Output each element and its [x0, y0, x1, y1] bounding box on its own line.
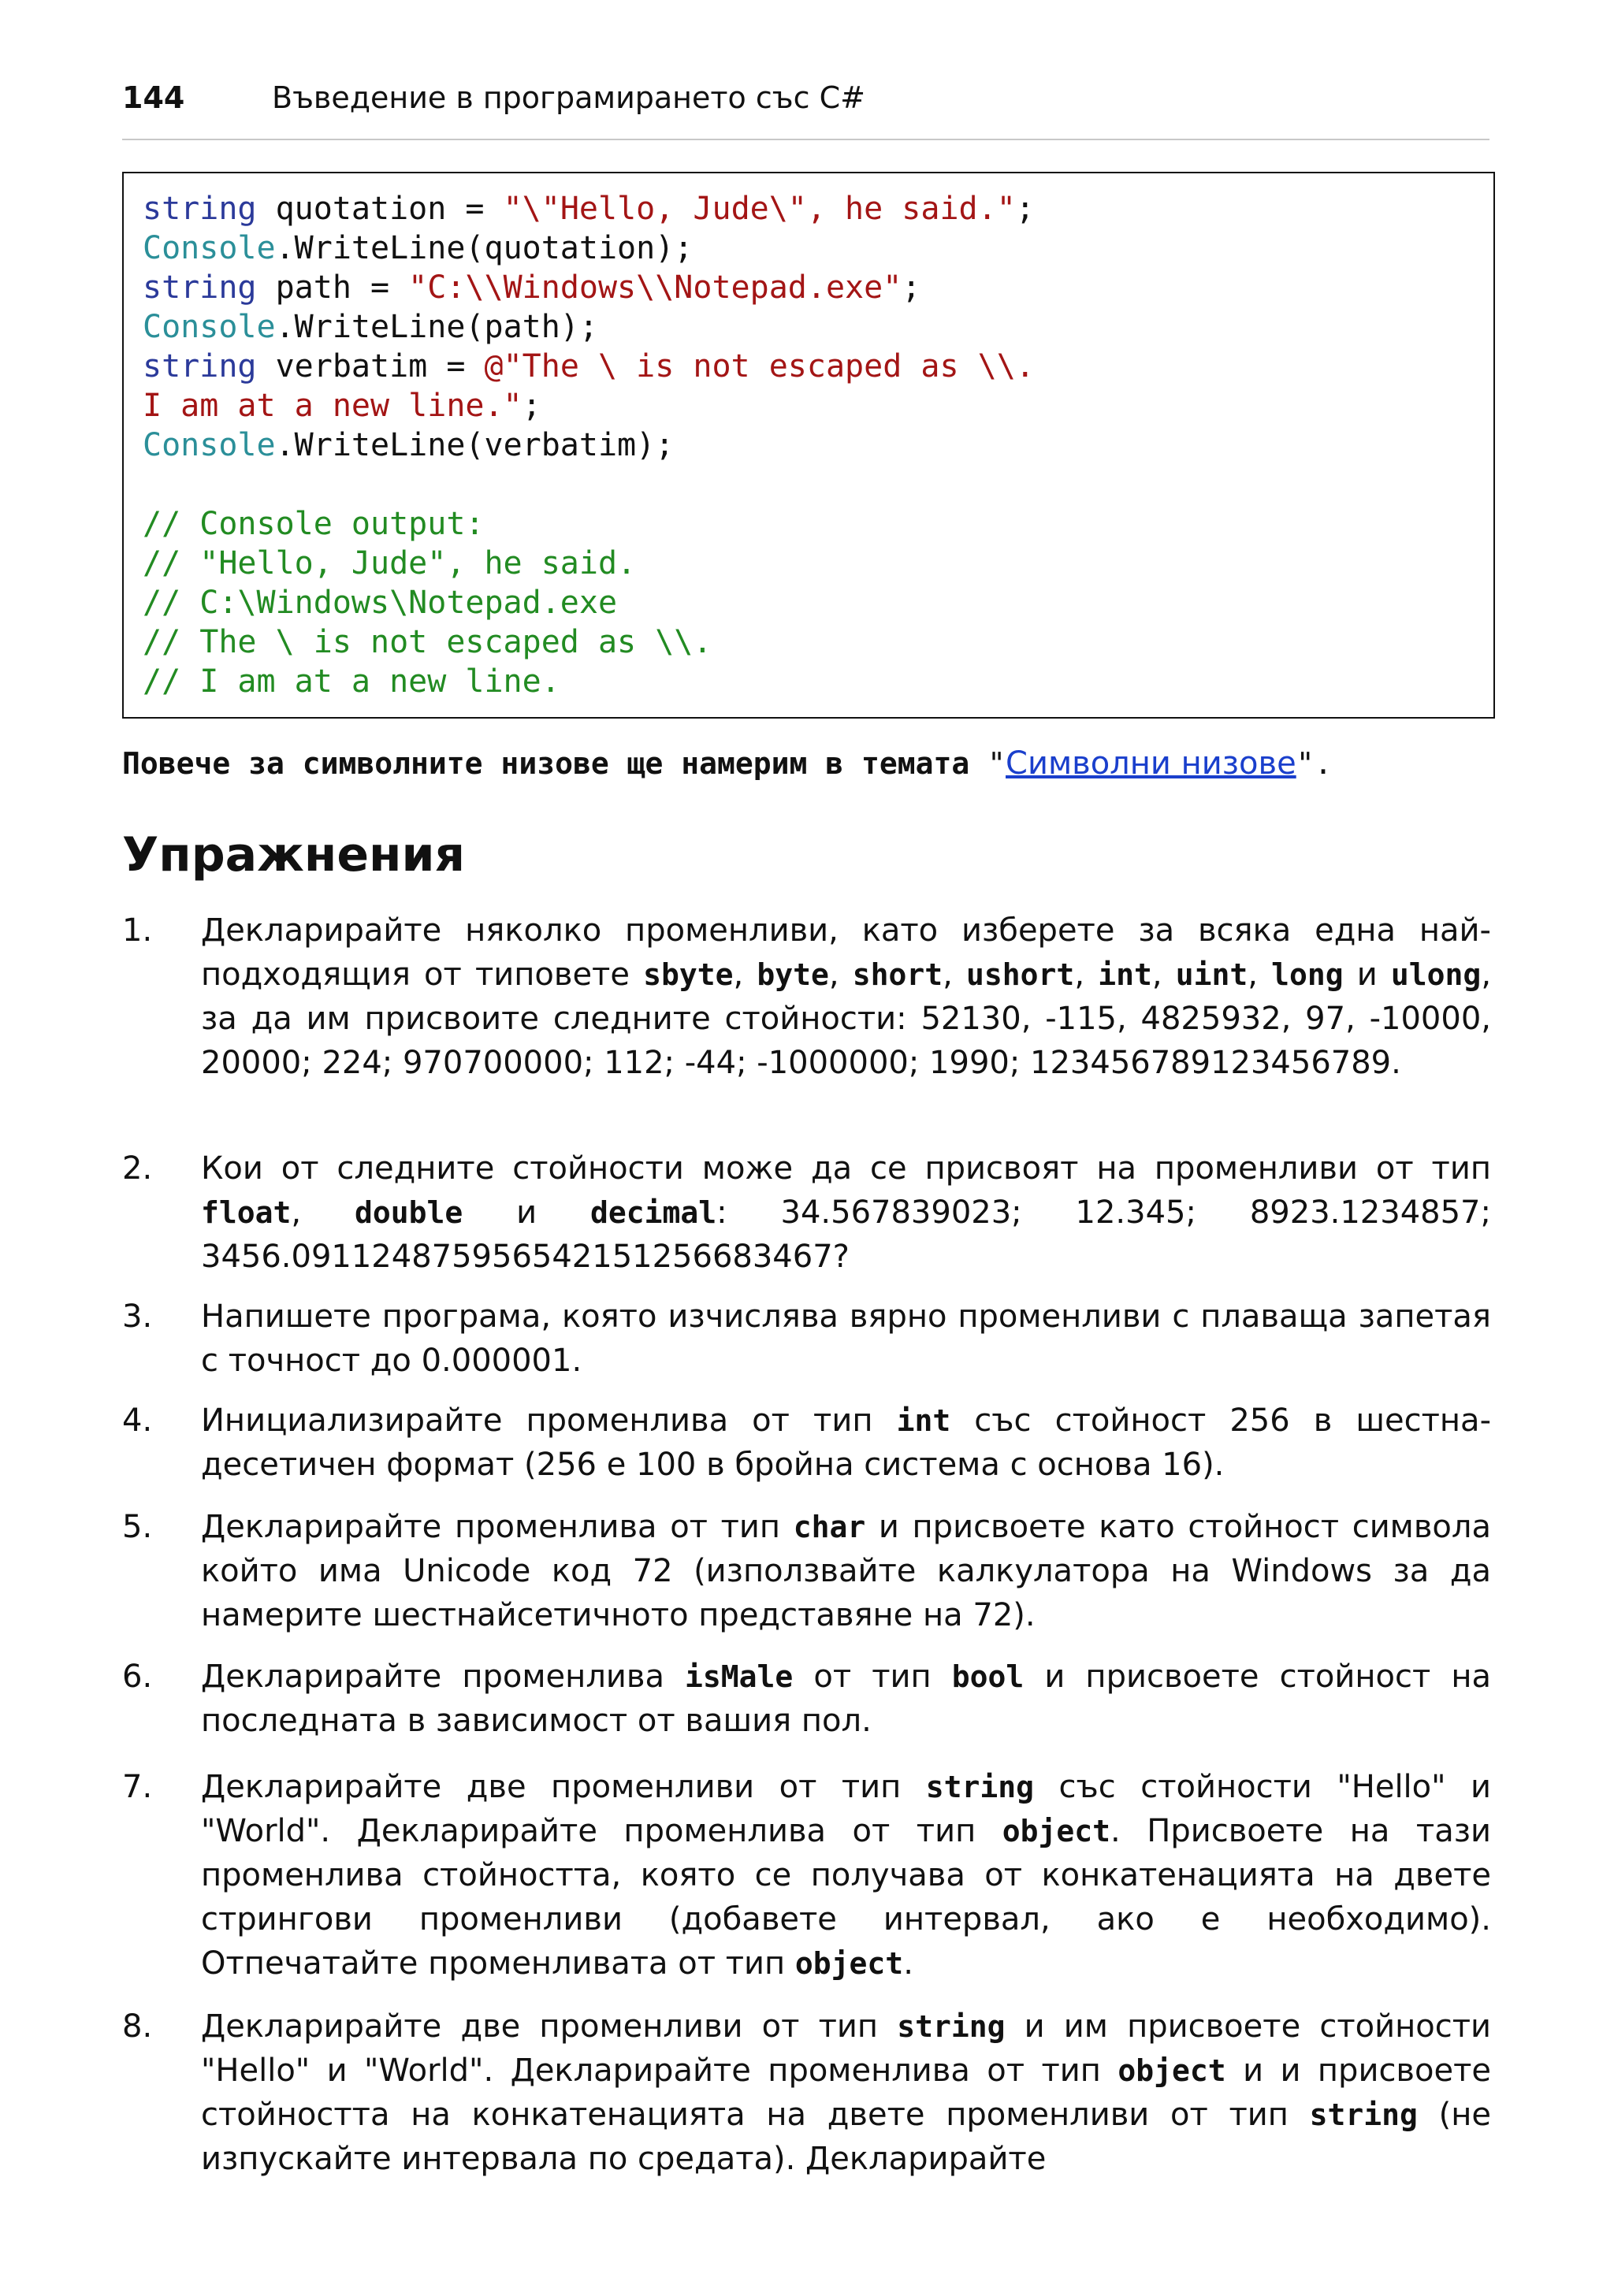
code-line	[143, 268, 920, 307]
exercise-number: 3.	[122, 1298, 153, 1335]
strings-chapter-link[interactable]: Символни низове	[1006, 745, 1296, 782]
exercise-number: 5.	[122, 1509, 153, 1545]
exercise-number: 2.	[122, 1150, 153, 1187]
code-comment: // I am at a new line.	[143, 663, 560, 700]
code-keyword: string	[143, 348, 257, 385]
code-class: Console	[143, 230, 276, 266]
code-line	[143, 386, 541, 425]
code-text: verbatim =	[256, 348, 485, 385]
code-text: .WriteLine(quotation);	[275, 230, 694, 266]
page-number: 144	[122, 80, 185, 115]
code-line	[143, 307, 598, 347]
more-info-line	[122, 745, 1489, 789]
code-comment: // "Hello, Jude", he said.	[143, 545, 637, 581]
code-text: ;	[522, 388, 541, 424]
book-title: Въведение в програмирането със C#	[272, 80, 865, 115]
code-string: I am at a new line."	[143, 388, 523, 424]
code-text: ;	[902, 269, 921, 306]
code-string: "C:\\Windows\\Notepad.exe"	[408, 269, 902, 306]
code-keyword: string	[143, 269, 257, 306]
code-class: Console	[143, 427, 276, 463]
code-line	[143, 189, 1035, 228]
exercise-number: 6.	[122, 1659, 153, 1695]
code-line	[143, 228, 693, 268]
exercise-number: 7.	[122, 1769, 153, 1805]
code-comment: // The \ is not escaped as \\.	[143, 624, 712, 660]
exercise-text: Декларирайте няколко променливи, като изберете за всяка една най-подходящия от типовете sbyte, byte, short, ushort, int, uint, long и ulong, за да им присвоите следните стойности: 52130, -115, 4825932, 97, -10000, 20000; 224; 970700000; 112; -44; -1000000; 1990; 123456789123456789.	[201, 912, 1492, 1081]
code-text: .WriteLine(path);	[275, 309, 598, 345]
code-line	[143, 347, 1035, 386]
code-listing	[122, 172, 1495, 719]
more-info-text: Повече за символните низове ще намерим в темата	[122, 746, 970, 781]
exercise-number: 1.	[122, 912, 153, 949]
code-keyword: string	[143, 191, 257, 227]
code-text: ;	[1015, 191, 1035, 227]
exercise-text: Напишете програма, която изчислява вярно променливи с плаваща запетая с точност до 0.000001.	[201, 1298, 1491, 1379]
exercise-text: Декларирайте променлива от тип char и присвоете като стойност символа който има Unicode код 72 (използвайте калкулатора на Windows за да намерите шестнайсетичното представяне на 72).	[201, 1509, 1491, 1633]
code-comment: // C:\Windows\Notepad.exe	[143, 585, 618, 621]
code-comment: // Console output:	[143, 506, 485, 542]
code-class: Console	[143, 309, 276, 345]
exercise-number: 8.	[122, 2008, 153, 2045]
page-header	[122, 80, 1489, 140]
code-string: "\"Hello, Jude\", he said."	[503, 191, 1016, 227]
code-text: .WriteLine(verbatim);	[275, 427, 675, 463]
quote-close: ".	[1296, 746, 1333, 781]
exercise-text: Инициализирайте променлива от тип int със стойност 256 в шестна-десетичен формат (256 е 100 в бройна система с основа 16).	[201, 1402, 1492, 1483]
code-text: quotation =	[256, 191, 504, 227]
exercise-number: 4.	[122, 1402, 153, 1439]
section-heading: Упражнения	[122, 827, 466, 882]
code-line	[143, 425, 674, 465]
exercise-text: Декларирайте две променливи от тип string и им присвоете стойности "Hello" и "World". Декларирайте променлива от тип object и и присвоете стойността на конкатенацията на двете променливи от тип string (не изпускайте интервала по средата). Декларирайте	[201, 2008, 1491, 2177]
quote-open: "	[969, 746, 1006, 781]
code-string: @"The \ is not escaped as \\.	[484, 348, 1035, 385]
code-text: path =	[256, 269, 409, 306]
exercise-text: Кои от следните стойности може да се присвоят на променливи от тип float, double и decimal: 34.567839023; 12.345; 8923.1234857; 3456.091124875956542151256683467?	[201, 1150, 1491, 1275]
exercise-text: Декларирайте две променливи от тип string със стойности "Hello" и "World". Декларирайте променлива от тип object. Присвоете на тази променлива стойността, която се получава от конкатенацията на двете стрингови променливи (добавете интервал, ако е необходимо). Отпечатайте променливата от тип object.	[201, 1769, 1492, 1982]
exercise-text: Декларирайте променлива isMale от тип bool и присвоете стойност на последната в зависимост от вашия пол.	[201, 1659, 1492, 1739]
